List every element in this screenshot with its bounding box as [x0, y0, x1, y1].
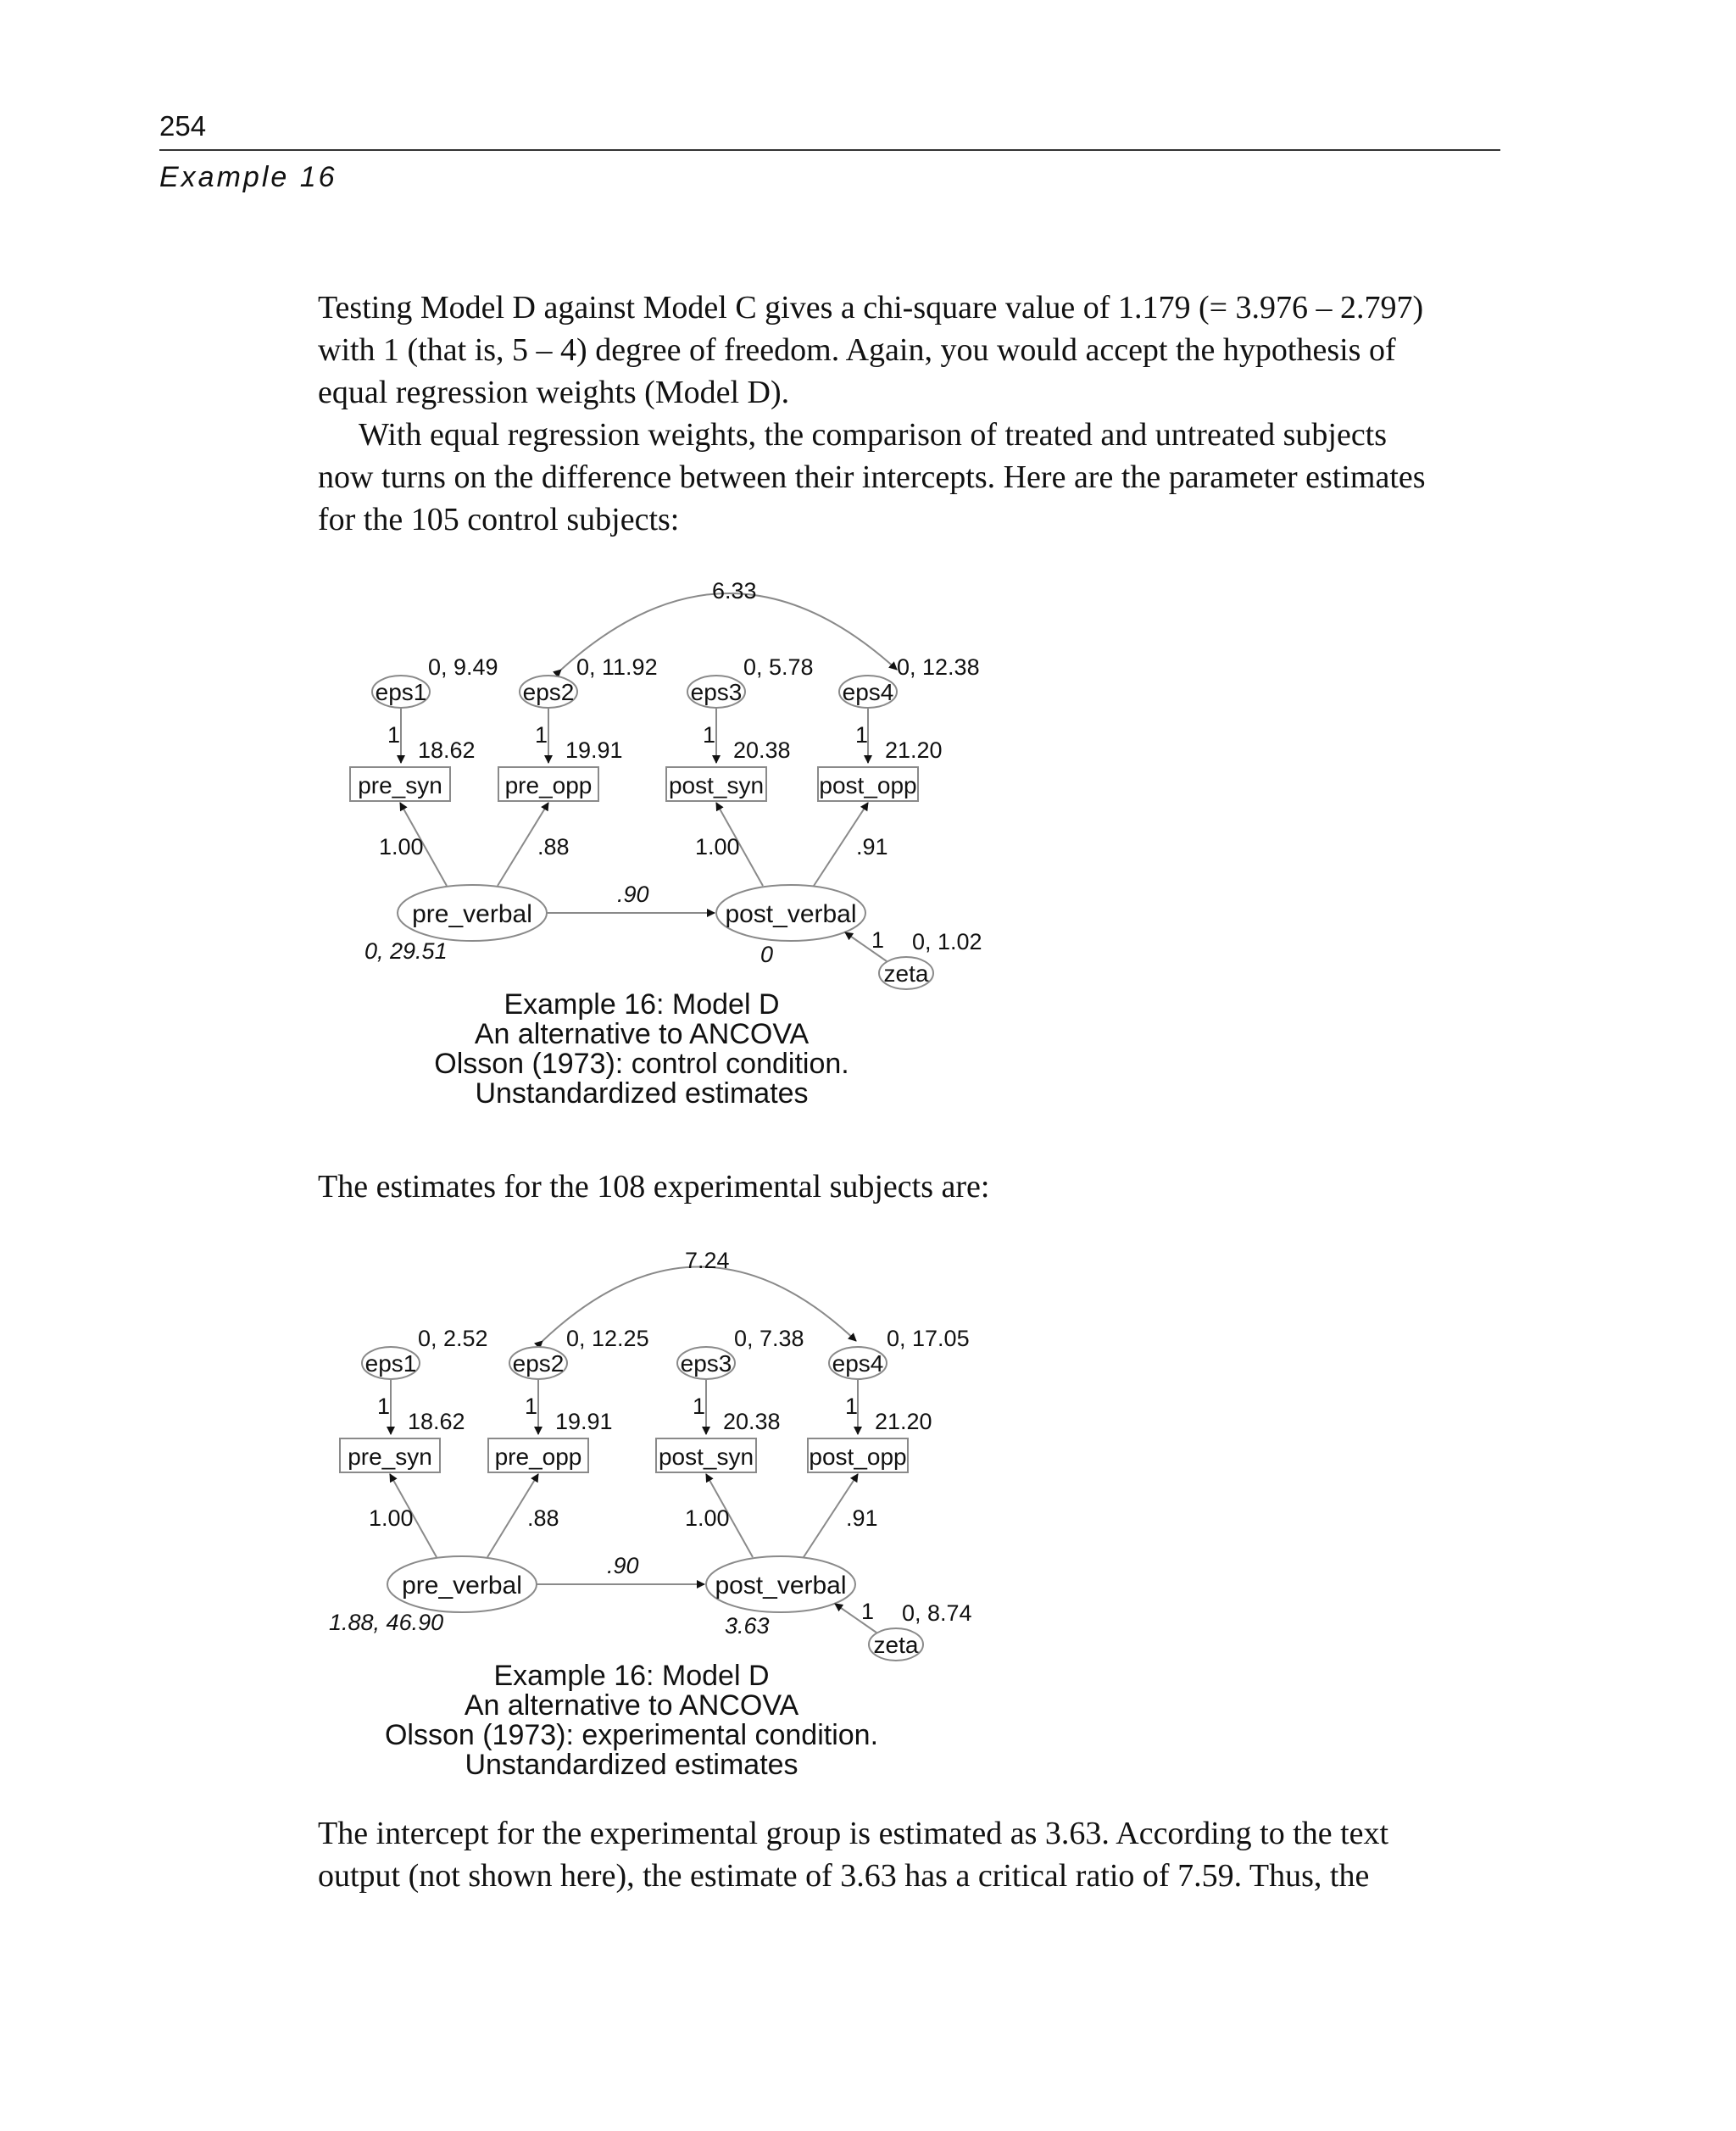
pre-verbal-estimate: 0, 29.51: [364, 938, 448, 964]
svg-text:pre_opp: pre_opp: [504, 772, 593, 798]
error-eps1: [372, 654, 498, 763]
path-label: 1: [855, 722, 869, 748]
covariance-label: 6.33: [712, 578, 757, 604]
intercept-label: 21.20: [875, 1409, 932, 1434]
paragraph-4: [318, 1812, 1505, 1897]
running-head: Example 16: [159, 161, 337, 193]
intercept-label: 19.91: [555, 1409, 613, 1434]
zeta-node: [845, 927, 982, 989]
latent-pre-verbal: [387, 1556, 537, 1612]
observed-pre-syn: [340, 1438, 440, 1472]
svg-text:Example 16: Model D: Example 16: Model D: [504, 988, 780, 1021]
text-line: Testing Model D against Model C gives a chi-square value of 1.179 (= 3.976 – 2.797): [318, 290, 1424, 325]
covariance-label: 7.24: [685, 1248, 730, 1273]
zeta-estimate: 0, 8.74: [902, 1600, 972, 1626]
latent-post-verbal: [706, 1556, 855, 1612]
path-diagram-experimental: [0, 1239, 1736, 1790]
diagram-caption: [434, 988, 849, 1110]
paragraph-3: [318, 1166, 1505, 1208]
path-label: 1: [693, 1394, 706, 1419]
intercept-label: 18.62: [408, 1409, 465, 1434]
svg-text:pre_verbal: pre_verbal: [412, 900, 532, 928]
post-verbal-intercept: 0: [760, 942, 774, 967]
post-verbal-intercept: 3.63: [725, 1613, 770, 1639]
page-number: 254: [159, 110, 207, 142]
error-label: eps4: [832, 1350, 884, 1377]
svg-text:post_syn: post_syn: [658, 1444, 754, 1470]
error-label: eps3: [680, 1350, 732, 1377]
svg-text:pre_verbal: pre_verbal: [402, 1572, 522, 1600]
loading-label: 1.00: [685, 1505, 730, 1531]
error-eps3: [687, 654, 814, 763]
observed-post-syn: [666, 767, 766, 801]
path-label: 1: [535, 722, 548, 748]
svg-text:post_opp: post_opp: [819, 772, 917, 798]
svg-text:Olsson (1973): control conditi: Olsson (1973): control condition.: [434, 1048, 849, 1080]
regression-label: .90: [607, 1553, 639, 1578]
text-line: The intercept for the experimental group is estimated as 3.63. According to the text: [318, 1816, 1389, 1851]
error-estimate: 0, 12.25: [566, 1326, 649, 1351]
observed-post-opp: [808, 1438, 908, 1472]
zeta-node: [835, 1599, 972, 1661]
error-estimate: 0, 2.52: [418, 1326, 488, 1351]
error-eps2: [509, 1326, 649, 1434]
svg-text:Unstandardized estimates: Unstandardized estimates: [475, 1077, 809, 1110]
svg-text:post_verbal: post_verbal: [715, 1572, 847, 1600]
regression-label: .90: [617, 882, 649, 907]
paragraph-2: [318, 414, 1505, 541]
path-label: 1: [703, 722, 716, 748]
latent-post-verbal: [716, 885, 865, 941]
text-line: equal regression weights (Model D).: [318, 375, 790, 410]
observed-pre-opp: [498, 767, 598, 801]
text-line: with 1 (that is, 5 – 4) degree of freedom. Again, you would accept the hypothesis of: [318, 332, 1396, 368]
svg-text:pre_opp: pre_opp: [494, 1444, 582, 1470]
loading-label: .88: [527, 1505, 559, 1531]
svg-text:Unstandardized estimates: Unstandardized estimates: [465, 1749, 798, 1781]
intercept-label: 20.38: [733, 737, 791, 763]
error-estimate: 0, 7.38: [734, 1326, 804, 1351]
error-estimate: 0, 5.78: [743, 654, 814, 680]
intercept-label: 21.20: [885, 737, 943, 763]
error-estimate: 0, 9.49: [428, 654, 498, 680]
loading-label: 1.00: [695, 834, 740, 860]
path-diagram-control: [0, 568, 1736, 1119]
error-label: eps1: [364, 1350, 417, 1377]
intercept-label: 18.62: [418, 737, 476, 763]
svg-text:zeta: zeta: [883, 960, 929, 987]
zeta-estimate: 0, 1.02: [912, 929, 982, 954]
text-line: now turns on the difference between their intercepts. Here are the parameter estimates: [318, 459, 1426, 495]
observed-post-opp: [818, 767, 918, 801]
error-estimate: 0, 12.38: [897, 654, 980, 680]
error-label: eps2: [522, 679, 575, 705]
observed-pre-opp: [488, 1438, 588, 1472]
paragraph-1: [318, 287, 1505, 414]
error-eps1: [362, 1326, 488, 1434]
error-label: eps3: [690, 679, 743, 705]
text-line: output (not shown here), the estimate of 3.63 has a critical ratio of 7.59. Thus, the: [318, 1858, 1370, 1894]
pre-verbal-estimate: 1.88, 46.90: [329, 1610, 444, 1635]
latent-pre-verbal: [398, 885, 547, 941]
error-label: eps2: [512, 1350, 565, 1377]
loading-label: 1.00: [379, 834, 424, 860]
loading-label: .88: [537, 834, 570, 860]
svg-text:post_syn: post_syn: [668, 772, 765, 798]
path-label: 1: [525, 1394, 538, 1419]
zeta-path-label: 1: [861, 1599, 875, 1624]
error-eps3: [677, 1326, 804, 1434]
error-label: eps1: [375, 679, 427, 705]
svg-text:post_opp: post_opp: [809, 1444, 907, 1470]
intercept-label: 20.38: [723, 1409, 781, 1434]
observed-post-syn: [656, 1438, 756, 1472]
svg-text:An alternative to ANCOVA: An alternative to ANCOVA: [464, 1689, 799, 1722]
header-rule: [159, 149, 1500, 151]
text-line: for the 105 control subjects:: [318, 502, 680, 537]
loading-label: .91: [856, 834, 888, 860]
path-label: 1: [387, 722, 401, 748]
svg-text:zeta: zeta: [873, 1632, 919, 1658]
svg-text:pre_syn: pre_syn: [348, 1444, 432, 1470]
loading-label: .91: [846, 1505, 878, 1531]
svg-text:Olsson (1973): experimental co: Olsson (1973): experimental condition.: [384, 1719, 879, 1751]
intercept-label: 19.91: [565, 737, 623, 763]
observed-pre-syn: [350, 767, 450, 801]
svg-text:An alternative to ANCOVA: An alternative to ANCOVA: [474, 1018, 810, 1050]
path-label: 1: [377, 1394, 391, 1419]
text-line: With equal regression weights, the comparison of treated and untreated subjects: [359, 417, 1388, 453]
path-label: 1: [845, 1394, 859, 1419]
zeta-path-label: 1: [871, 927, 885, 953]
svg-text:pre_syn: pre_syn: [358, 772, 442, 798]
error-eps4: [839, 654, 980, 763]
svg-text:post_verbal: post_verbal: [725, 900, 857, 928]
error-eps4: [829, 1326, 970, 1434]
error-eps2: [520, 654, 658, 763]
svg-text:Example 16: Model D: Example 16: Model D: [493, 1660, 770, 1692]
text-line: The estimates for the 108 experimental subjects are:: [318, 1169, 990, 1205]
error-estimate: 0, 11.92: [576, 654, 658, 680]
diagram-caption: [385, 1660, 878, 1781]
error-label: eps4: [842, 679, 894, 705]
loading-label: 1.00: [369, 1505, 414, 1531]
error-estimate: 0, 17.05: [887, 1326, 970, 1351]
